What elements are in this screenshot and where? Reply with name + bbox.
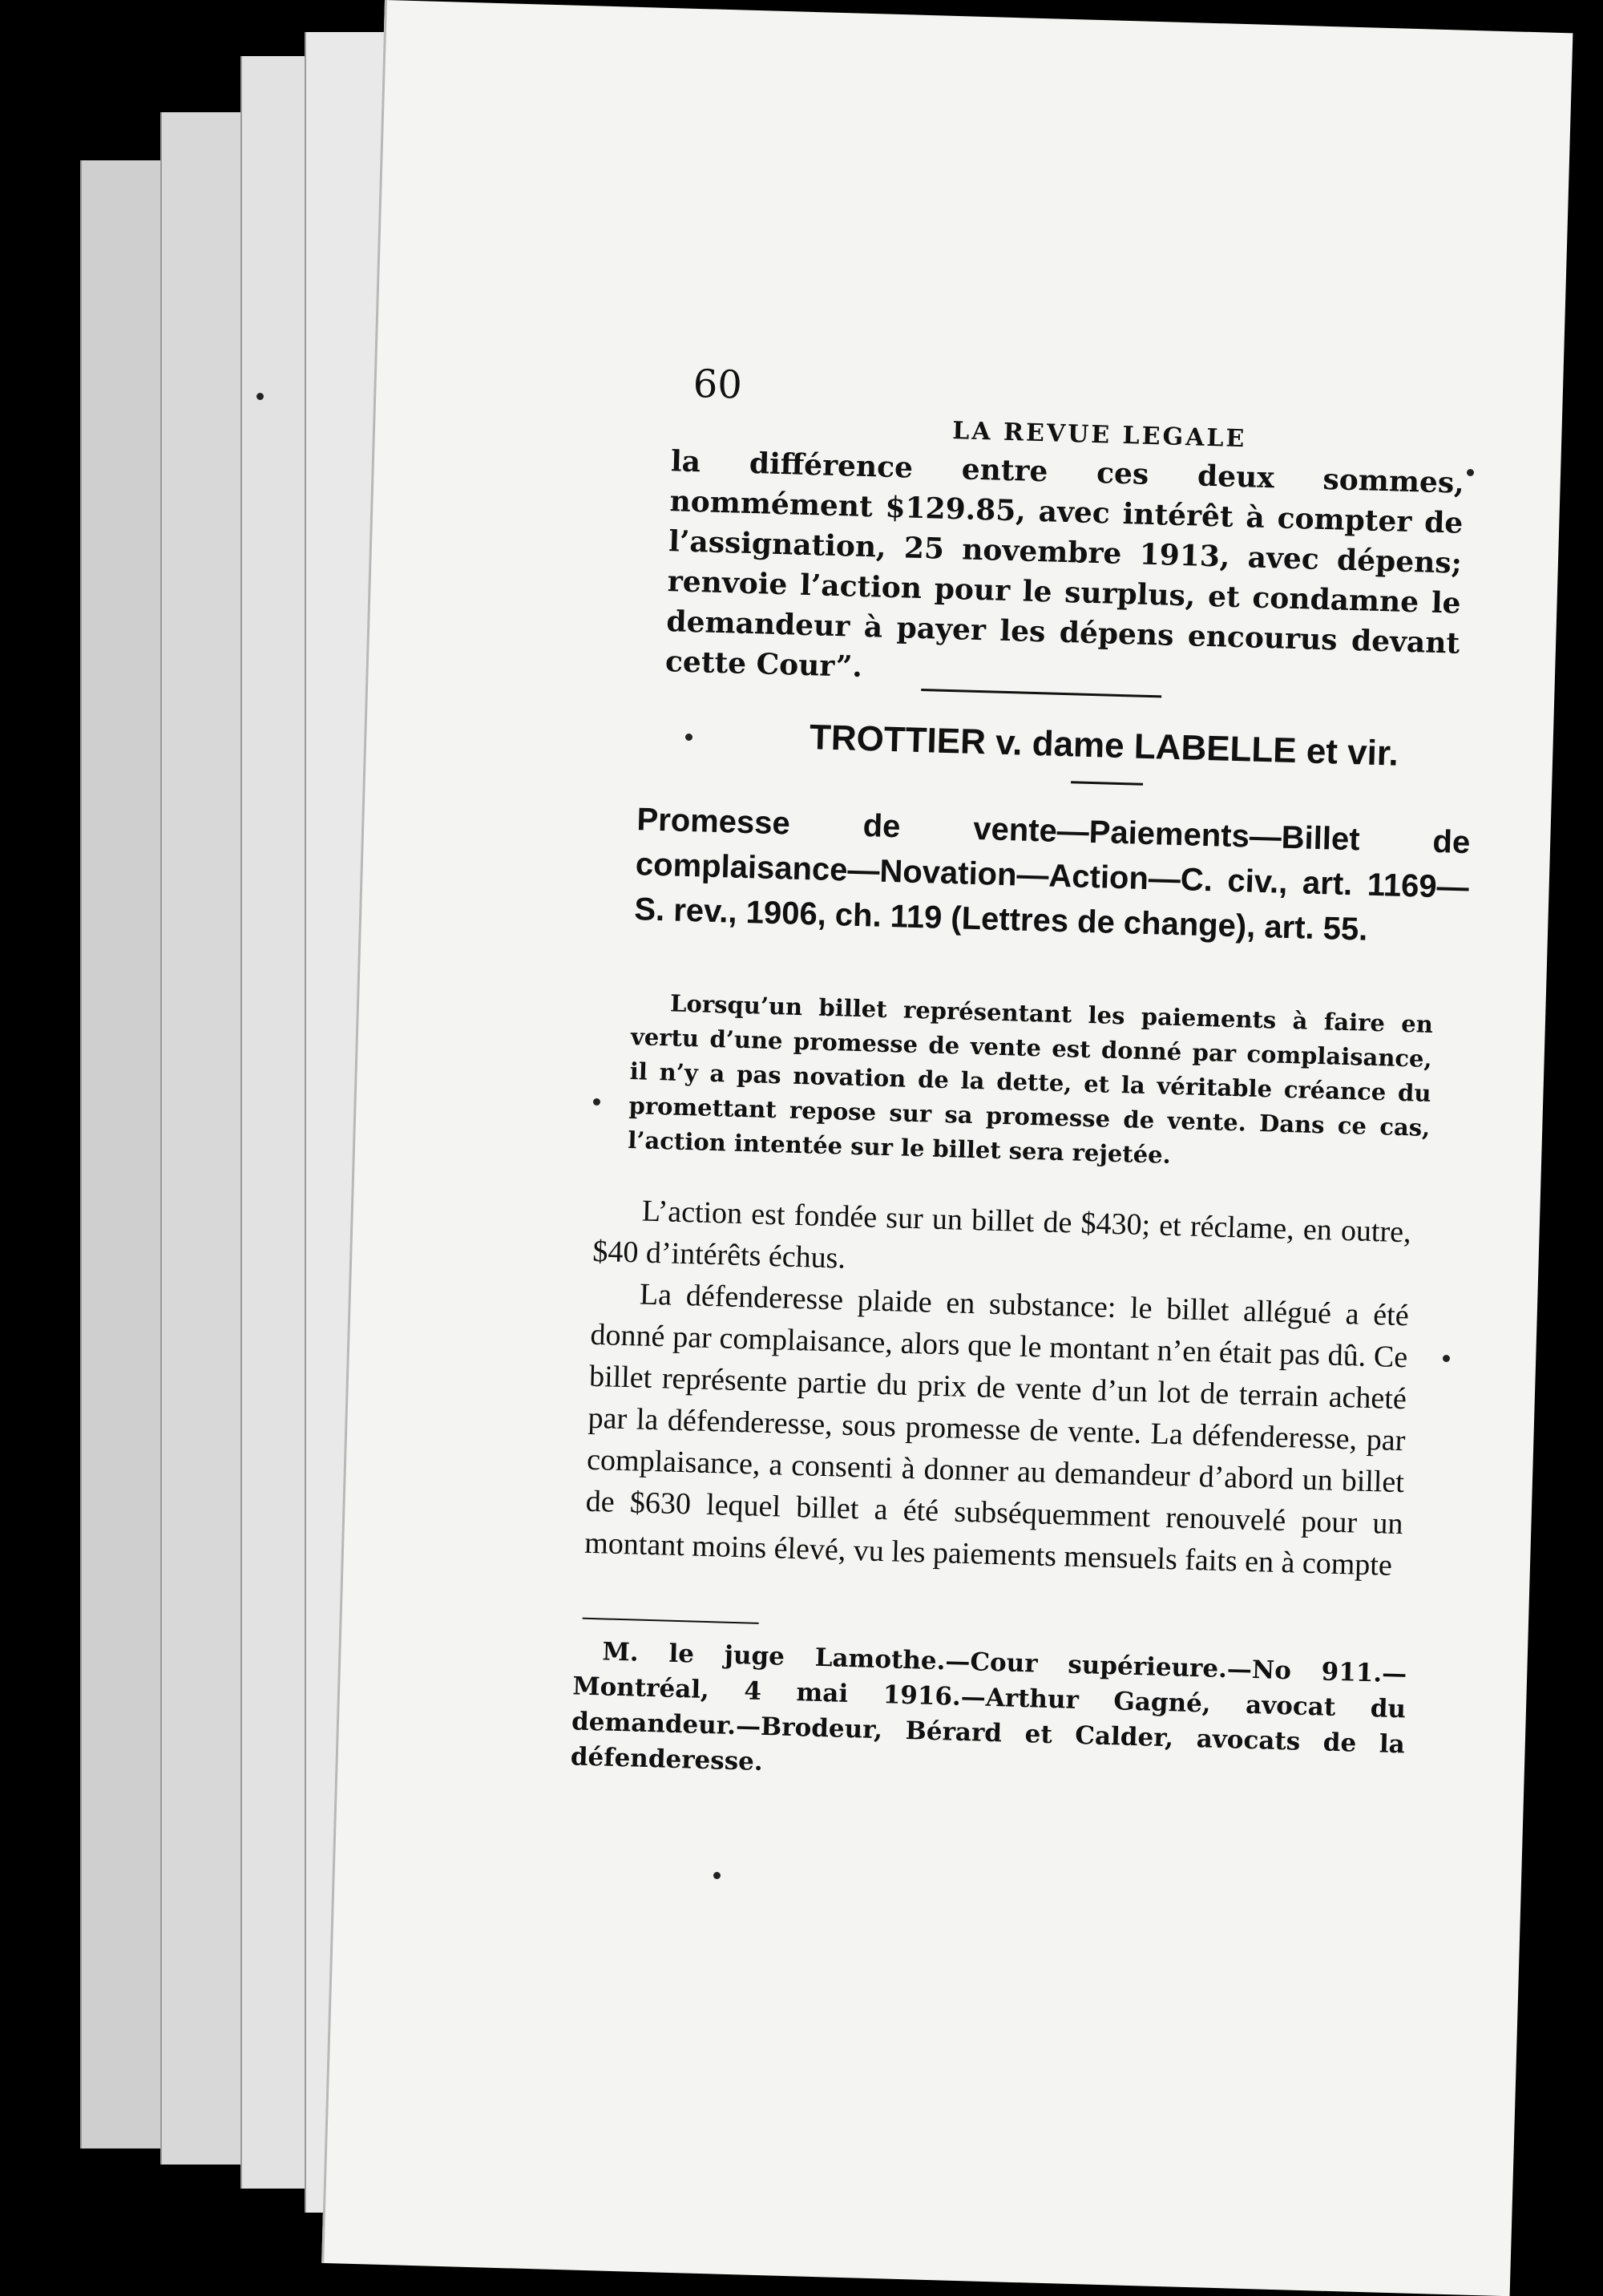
case-title: TROTTIER v. dame LABELLE et vir.: [809, 718, 1399, 774]
speck: [593, 1098, 600, 1106]
page-number: 60: [692, 361, 743, 408]
speck: [1443, 1355, 1450, 1362]
speck: [1467, 469, 1474, 476]
body-paragraph: L’action est fondée sur un billet de $430; et réclame, en outre, $40 d’intérêts échus.: [592, 1194, 1412, 1275]
document-page: [321, 0, 1573, 2296]
continued-paragraph: la différence entre ces deux sommes, nommément $129.85, avec intérêt à compter de l’assignation, 25 novembre 1913, avec dépens; renvoie l’action pour le surplus, et condamne le demandeur à payer les dépens encourus devant cette Cour”.: [664, 444, 1465, 684]
speck: [256, 393, 264, 400]
case-syllabus: Lorsqu’un billet représentant les paiements à faire en vertu d’une promesse de vente est donné par complaisance, il n’y a pas novation de la dette, et la véritable créance du promettant repose sur sa promesse de vente. Dans ce cas, l’action intentée sur le billet sera rejetée.: [627, 989, 1434, 1169]
speck: [685, 734, 692, 741]
footnote: M. le juge Lamothe.—Cour supérieure.—No 911.—Montréal, 4 mai 1916.—Arthur Gagné, avocat du demandeur.—Brodeur, Bérard et Calder, avocats de la défenderesse.: [570, 1637, 1407, 1777]
running-head: LA REVUE LEGALE: [951, 416, 1247, 454]
case-body: [584, 1189, 1412, 1587]
title-underline: [1071, 781, 1143, 786]
case-headnote: Promesse de vente—Paiements—Billet de complaisance—Novation—Action—C. civ., art. 1169—S. rev., 1906, ch. 119 (Lettres de change), art. 55.: [633, 802, 1471, 948]
speck: [713, 1872, 721, 1879]
footnote-rule: [583, 1618, 759, 1624]
body-paragraph: La défenderesse plaide en substance: le billet allégué a été donné par complaisance, alors que le montant n’en était pas dû. Ce billet représente partie du prix de vente d’un lot de terrain acheté par la défenderesse, sous promesse de vente. La défenderesse, par complaisance, a consenti à donner au demandeur d’abord un billet de $630 lequel billet a été subséquemment renouvelé pour un montant moins élevé, vu les paiements mensuels faits en à compte: [583, 1277, 1410, 1583]
